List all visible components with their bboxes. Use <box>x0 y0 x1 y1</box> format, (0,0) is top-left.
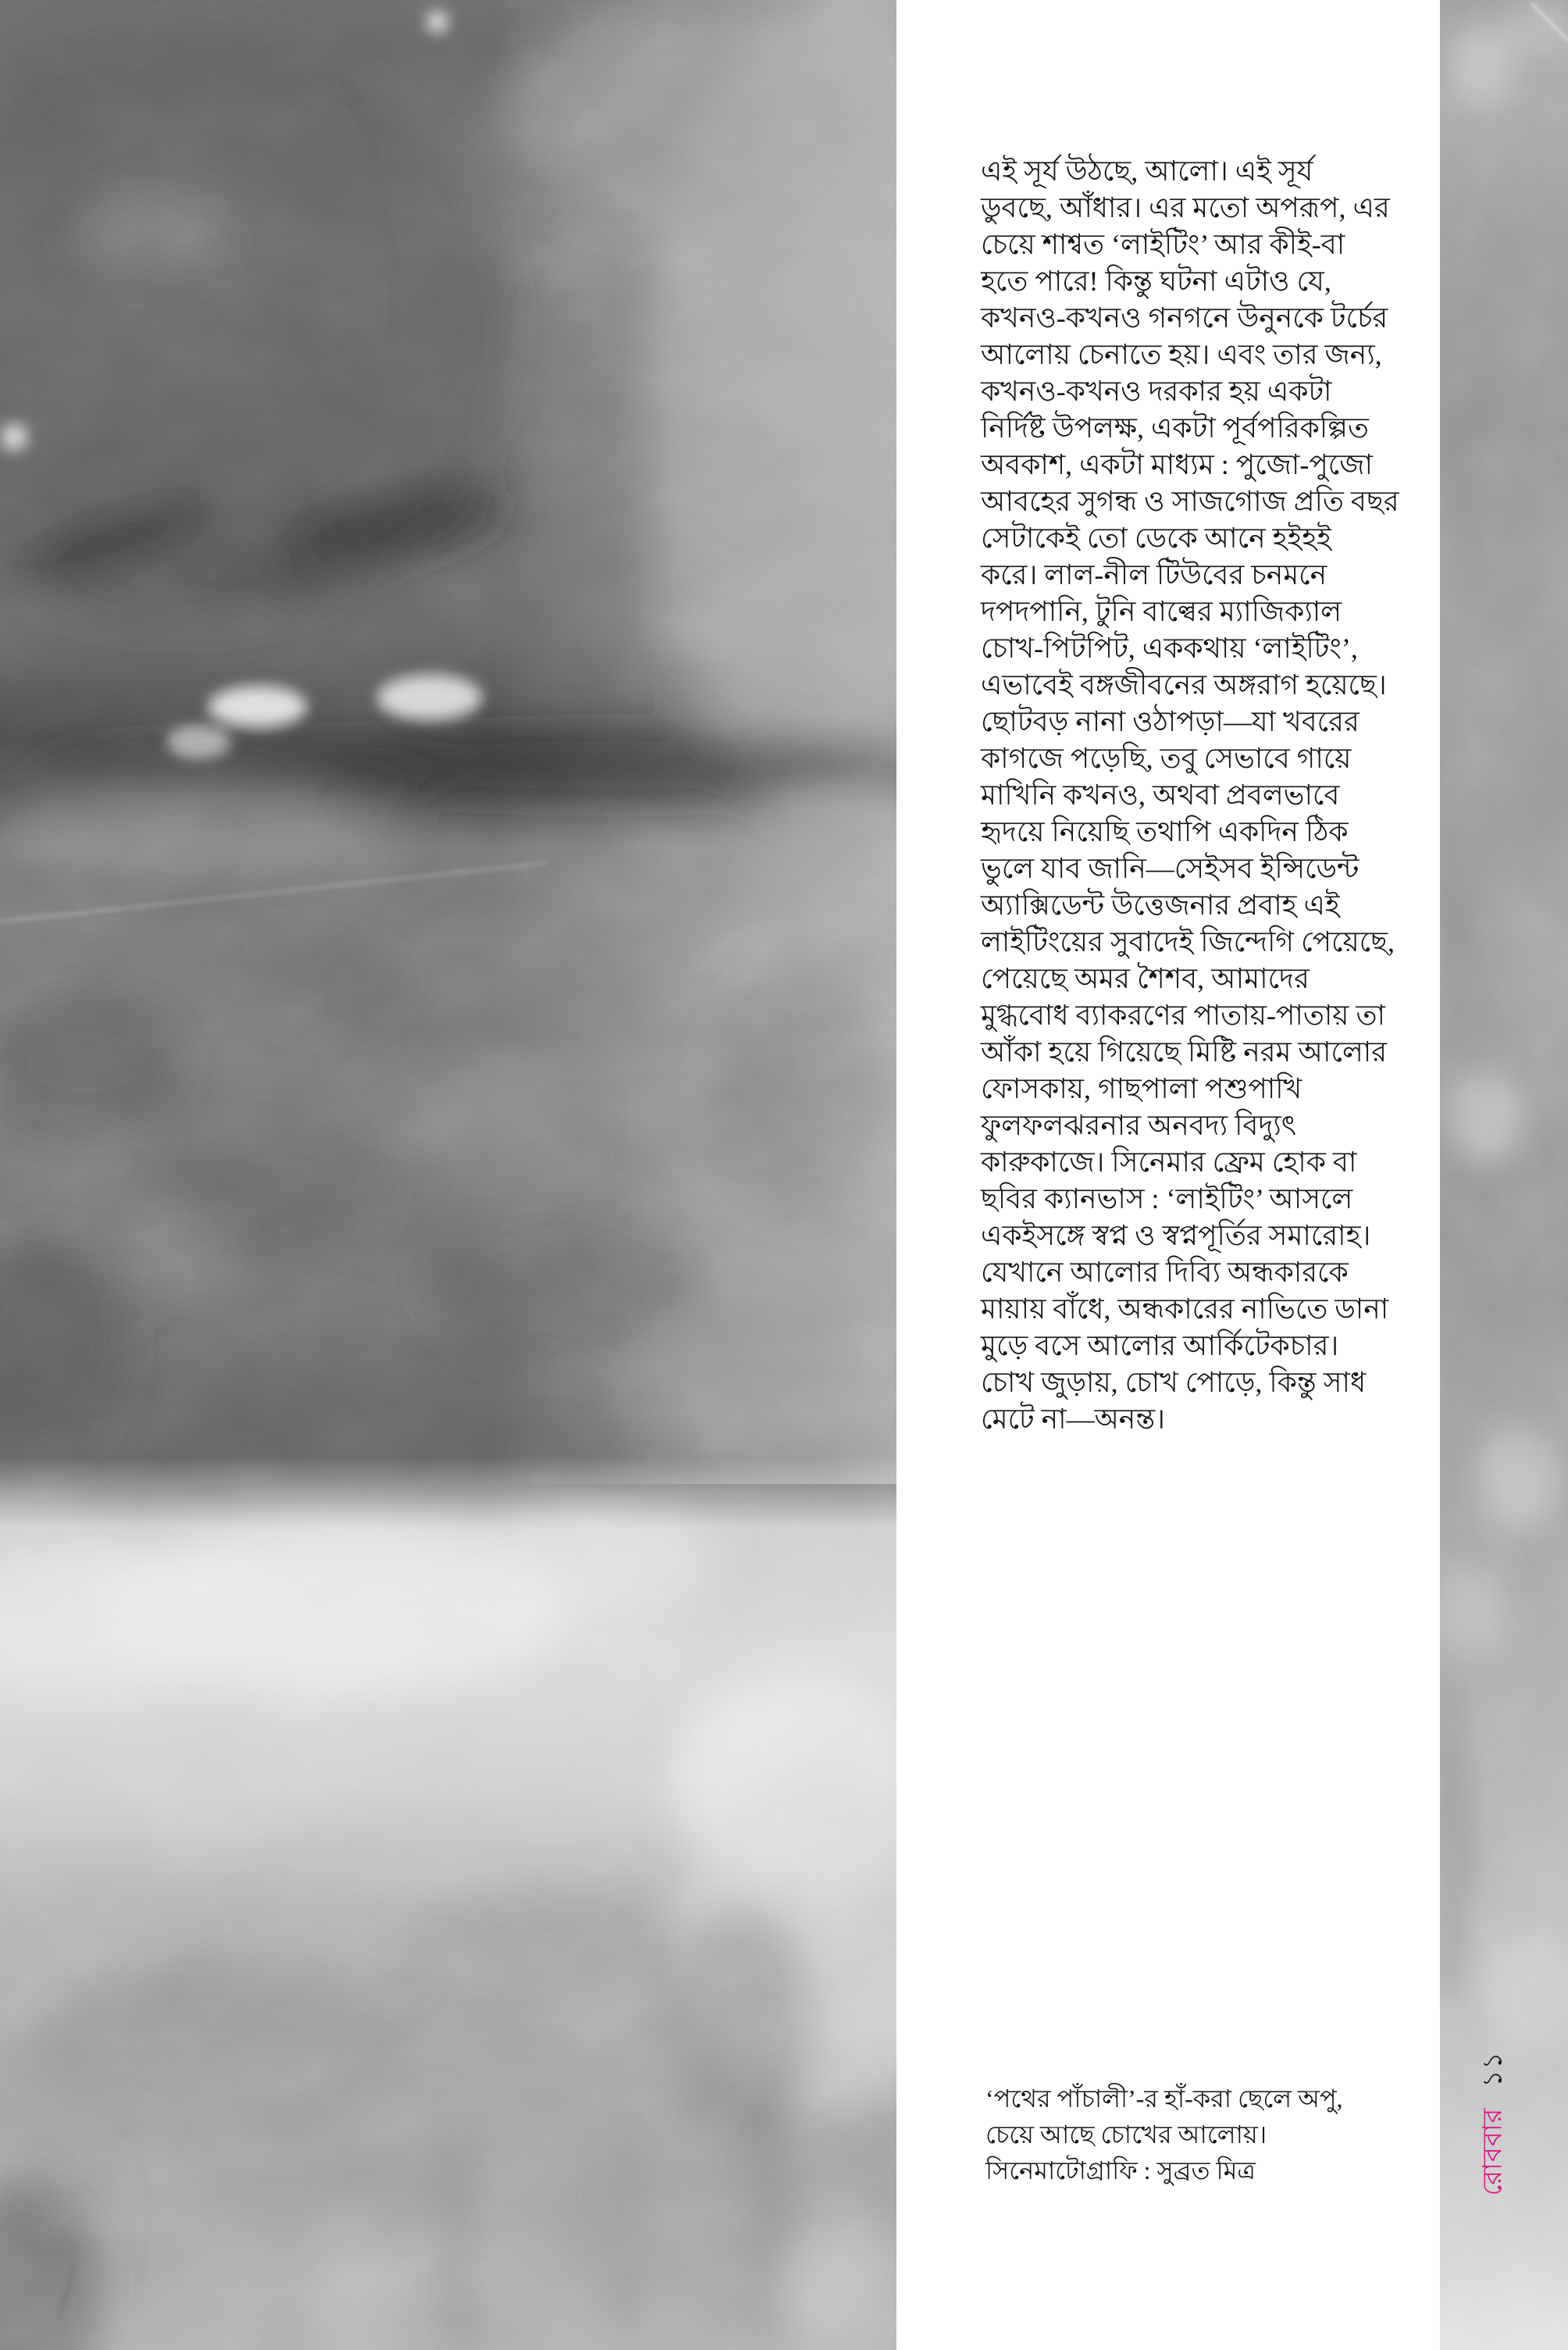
body-line: ভুলে যাব জানি—সেইসব ইন্সিডেন্ট <box>981 853 1360 884</box>
body-line: ছোটবড় নানা ওঠাপড়া—যা খবরের <box>981 706 1360 737</box>
body-line: ফোসকায়, গাছপালা পশুপাখি <box>981 1073 1303 1104</box>
caption-line: ‘পথের পাঁচালী’-র হাঁ-করা ছেলে অপু, <box>985 2084 1343 2113</box>
body-line: আবহের সুগন্ধ ও সাজগোজ প্রতি বছর <box>981 486 1399 517</box>
body-line: যেখানে আলোর দিব্যি অন্ধকারকে <box>981 1257 1349 1288</box>
body-line: কারুকাজে। সিনেমার ফ্রেম হোক বা <box>981 1146 1357 1178</box>
body-line: অ্যাক্সিডেন্ট উত্তেজনার প্রবাহ এই <box>981 890 1340 921</box>
body-line: নির্দিষ্ট উপলক্ষ, একটা পূর্বপরিকল্পিত <box>981 412 1369 444</box>
body-line: এই সূর্য উঠছে, আলো। এই সূর্য <box>981 155 1313 187</box>
body-line: মুড়ে বসে আলোর আর্কিটেকচার। <box>981 1330 1339 1361</box>
magazine-name-vertical: রোববার <box>1478 2107 1508 2196</box>
article-body <box>981 153 1399 1438</box>
caption-line: চেয়ে আছে চোখের আলোয়। <box>985 2120 1267 2149</box>
body-line: মাখিনি কখনও, অথবা প্রবলভাবে <box>981 779 1340 811</box>
body-line: একইসঙ্গে স্বপ্ন ও স্বপ্নপূর্তির সমারোহ। <box>981 1220 1371 1251</box>
vertical-page-label <box>1473 2052 1517 2196</box>
body-line: কাগজে পড়েছি, তবু সেভাবে গায়ে <box>981 743 1352 774</box>
body-line: ফুলফলঝরনার অনবদ্য বিদ্যুৎ <box>981 1110 1297 1141</box>
body-line: ছবির ক্যানভাস : ‘লাইটিং’ আসলে <box>981 1183 1353 1214</box>
body-line: এভাবেই বঙ্গজীবনের অঙ্গরাগ হয়েছে। <box>981 669 1387 701</box>
body-line: পেয়েছে অমর শৈশব, আমাদের <box>981 963 1310 994</box>
body-line: দপদপানি, টুনি বাল্বের ম্যাজিক্যাল <box>981 596 1342 627</box>
body-line: মায়ায় বাঁধে, অন্ধকারের নাভিতে ডানা <box>981 1293 1389 1325</box>
body-line: হতে পারে! কিন্তু ঘটনা এটাও যে, <box>981 266 1331 297</box>
wall-texture-photo-right-art <box>1440 0 1568 2350</box>
body-line: করে। লাল-নীল টিউবের চনমনে <box>981 559 1327 590</box>
body-line: কখনও-কখনও দরকার হয় একটা <box>981 376 1332 407</box>
body-line: হৃদয়ে নিয়েছি তথাপি একদিন ঠিক <box>981 816 1349 847</box>
body-line: আঁকা হয়ে গিয়েছে মিষ্টি নরম আলোর <box>981 1036 1388 1068</box>
page-number-vertical: ১১ <box>1478 2051 1508 2088</box>
photo-caption <box>985 2081 1392 2188</box>
body-line: চোখ-পিটপিট, এককথায় ‘লাইটিং’, <box>981 633 1358 664</box>
body-line: ডুবছে, আঁধার। এর মতো অপরূপ, এর <box>981 192 1390 223</box>
body-line: চেয়ে শাশ্বত ‘লাইটিং’ আর কীই-বা <box>981 229 1345 260</box>
wall-texture-photo-right-strip <box>1440 0 1568 2350</box>
body-line: আলোয় চেনাতে হয়। এবং তার জন্য, <box>981 339 1382 370</box>
body-line: লাইটিংয়ের সুবাদেই জিন্দেগি পেয়েছে, <box>981 926 1395 957</box>
caption-line: সিনেমাটোগ্রাফি : সুব্রত মিত্র <box>985 2156 1256 2184</box>
body-line: অবকাশ, একটা মাধ্যম : পুজো-পুজো <box>981 449 1373 480</box>
body-line: মুগ্ধবোধ ব্যাকরণের পাতায়-পাতায় তা <box>981 1000 1385 1031</box>
body-line: সেটাকেই তো ডেকে আনে হইহই <box>981 522 1331 554</box>
body-line: কখনও-কখনও গনগনে উনুনকে টর্চের <box>981 302 1388 333</box>
body-line: চোখ জুড়ায়, চোখ পোড়ে, কিন্তু সাধ <box>981 1367 1367 1398</box>
body-line: মেটে না—অনন্ত। <box>981 1403 1165 1435</box>
